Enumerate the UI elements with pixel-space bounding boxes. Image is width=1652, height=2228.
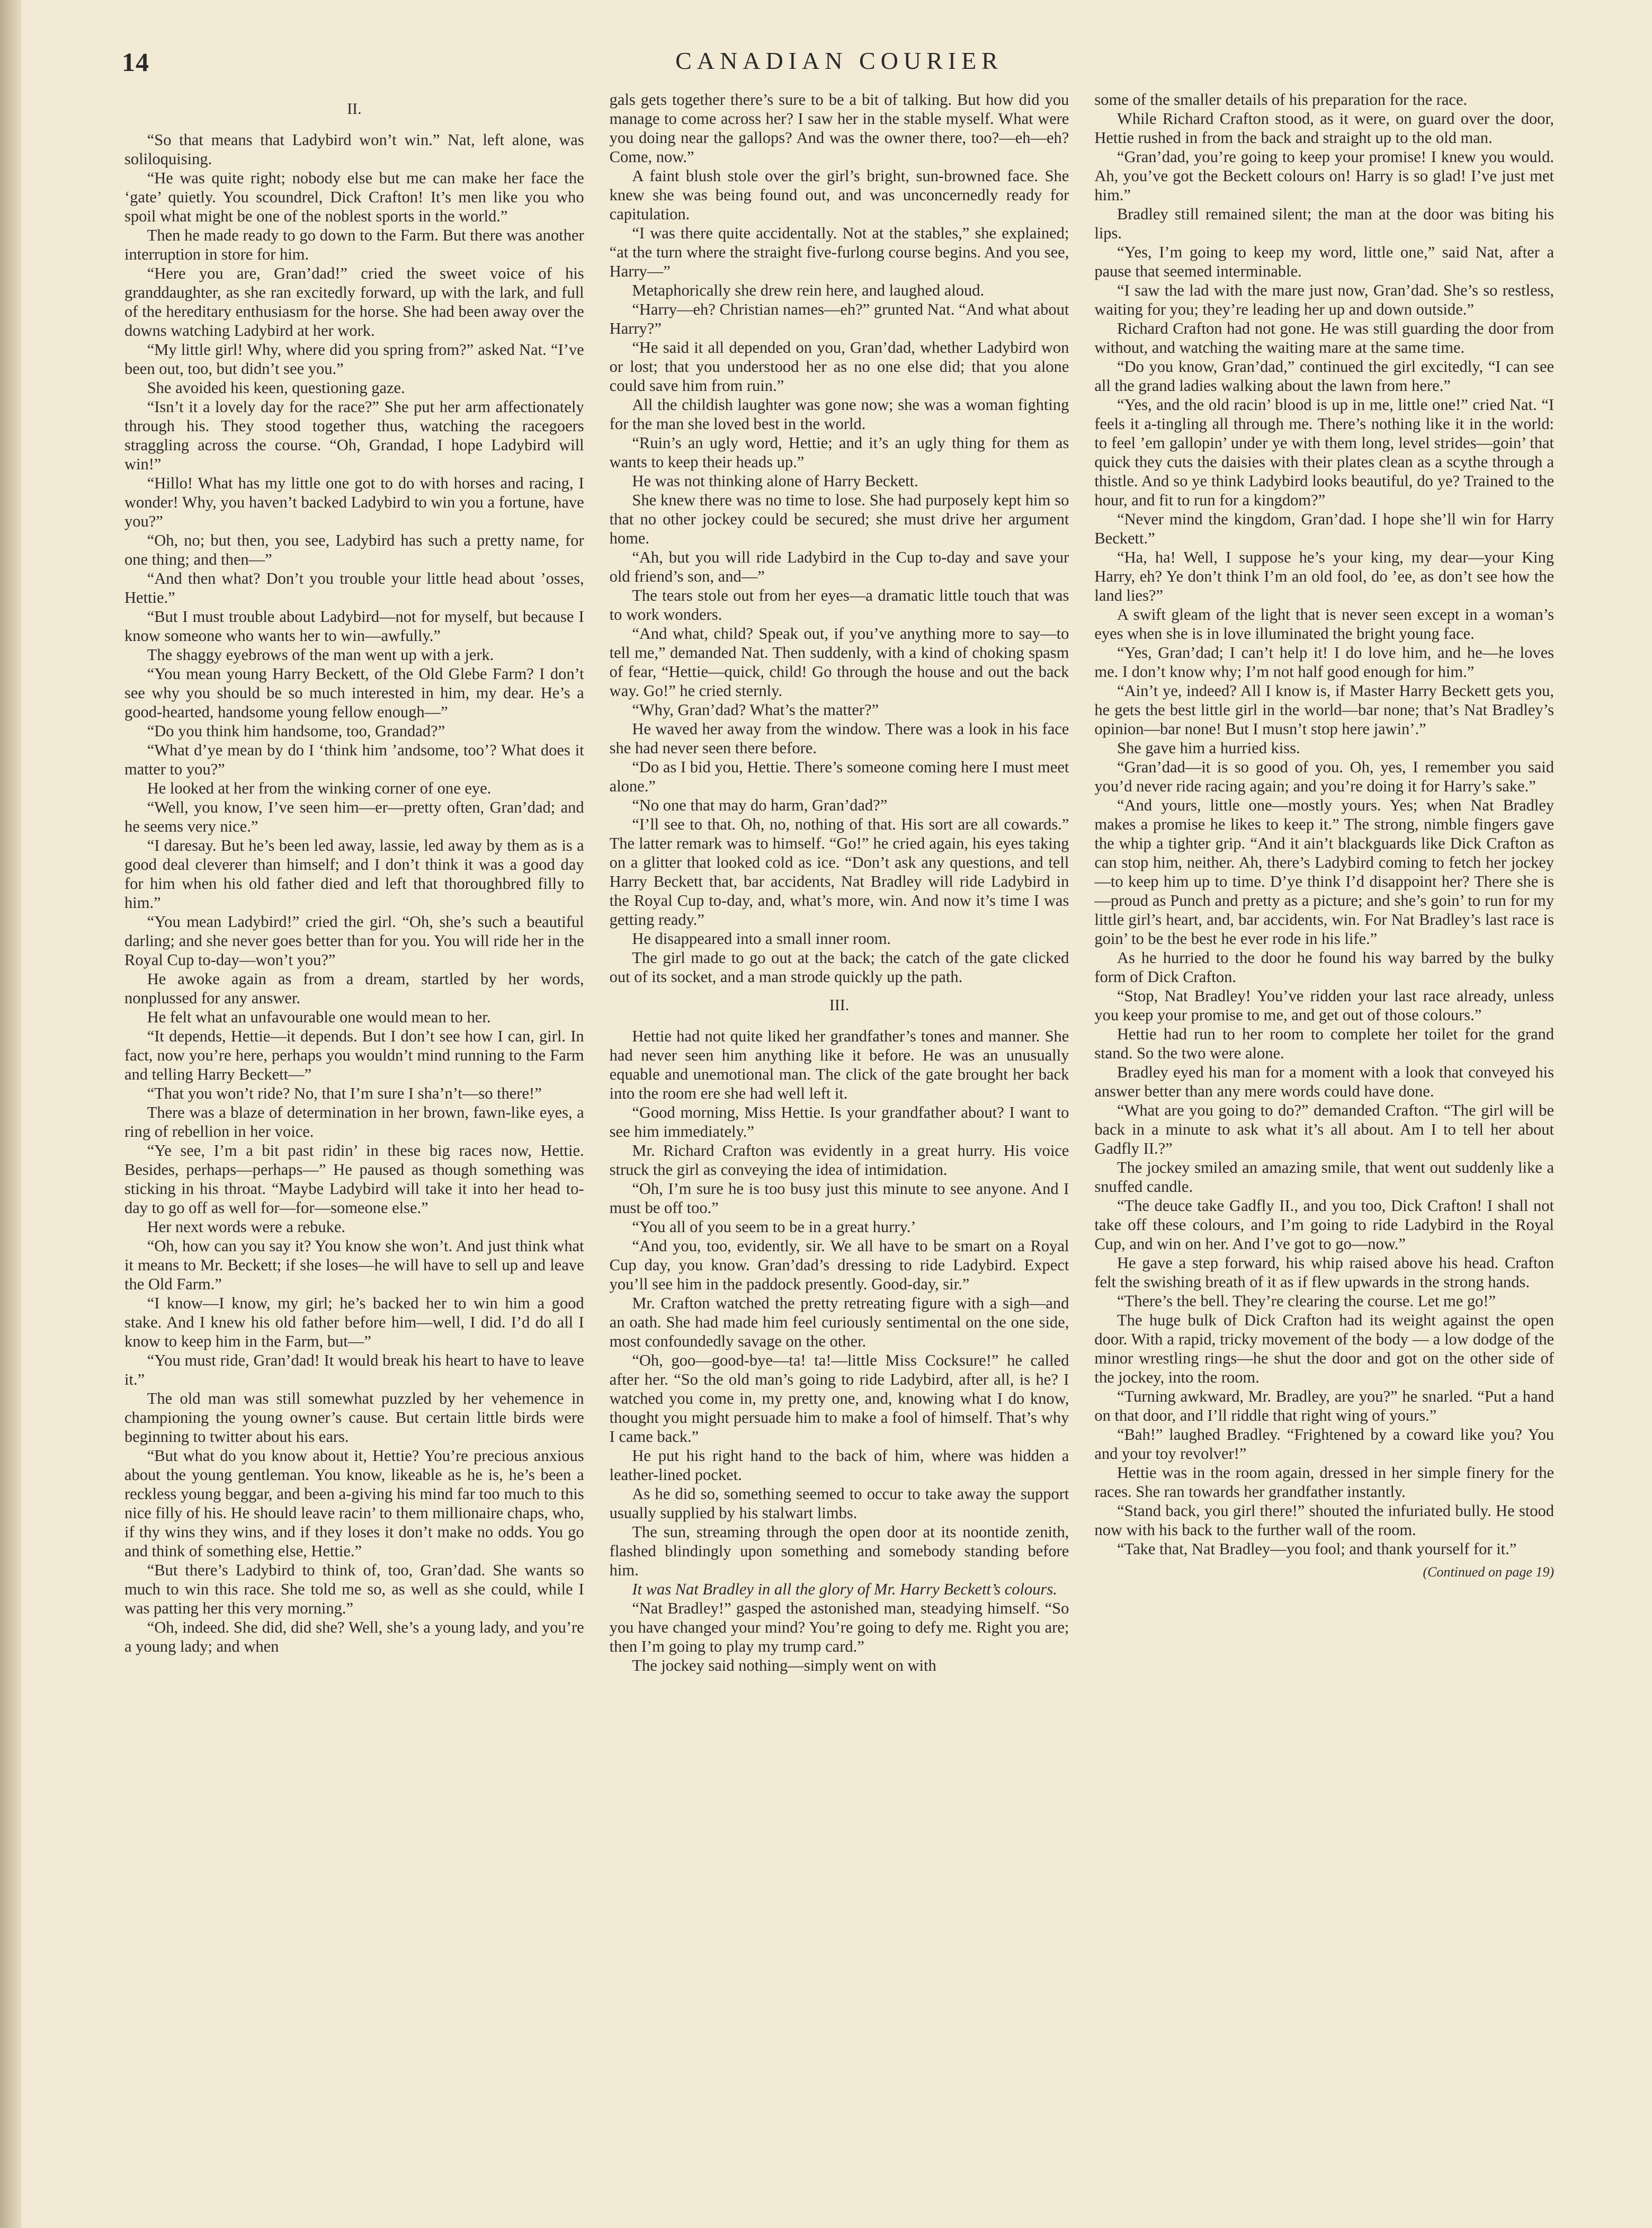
article-columns: [124, 90, 1554, 2164]
paragraph: “I was there quite accidentally. Not at the stables,” she explained; “at the turn where the straight five-furlong course begins. And you see, Harry—”: [609, 224, 1069, 280]
section-heading: II.: [347, 100, 362, 118]
paragraph: Her next words were a rebuke.: [147, 1218, 345, 1236]
paragraph: Hettie was in the room again, dressed in her simple finery for the races. She ran towards her grandfather instantly.: [1094, 1464, 1555, 1501]
paragraph: “That you won’t ride? No, that I’m sure I sha’n’t—so there!”: [147, 1084, 542, 1102]
paragraph: Hettie had run to her room to complete her toilet for the grand stand. So the two were alone.: [1094, 1025, 1555, 1062]
paragraph: Mr. Crafton watched the pretty retreating figure with a sigh—and an oath. She had made him feel curiously sentimental on the one side, most confoundedly savage on the other.: [609, 1294, 1069, 1350]
paragraph: “No one that may do harm, Gran’dad?”: [632, 796, 888, 814]
paragraph: She avoided his keen, questioning gaze.: [147, 379, 405, 397]
paragraph: “But I must trouble about Ladybird—not for myself, but because I know someone who wants her to win—awfully.”: [124, 608, 584, 645]
page-header: [122, 47, 1557, 78]
paragraph: A faint blush stole over the girl’s bright, sun-browned face. She knew she was being found out, and was unconcernedly ready for capitulation.: [609, 167, 1069, 223]
paragraph: “Ruin’s an ugly word, Hettie; and it’s an ugly thing for them as wants to keep their heads up.”: [609, 434, 1069, 471]
paragraph: The jockey said nothing—simply went on with: [632, 1656, 936, 1674]
paragraph: “Bah!” laughed Bradley. “Frightened by a coward like you? You and your toy revolver!”: [1094, 1425, 1555, 1463]
paragraph: “Never mind the kingdom, Gran’dad. I hope she’ll win for Harry Beckett.”: [1094, 510, 1555, 547]
paragraph: “I know—I know, my girl; he’s backed her to win him a good stake. And I knew his old father before him—well, I did. I’d do all I know to keep him in the Farm, but—”: [124, 1294, 584, 1350]
paragraph: “Gran’dad, you’re going to keep your promise! I knew you would. Ah, you’ve got the Beckett colours on! Harry is so glad! I’ve just met him.”: [1094, 148, 1555, 204]
paragraph: He gave a step forward, his whip raised above his head. Crafton felt the swishing breath of it as if flew upwards in the strong hands.: [1094, 1254, 1555, 1291]
paragraph: Hettie had not quite liked her grandfather’s tones and manner. She had never seen him anything like it before. He was an unusually equable and unemotional man. The click of the gate brought her back into the room ere she had well left it.: [609, 1027, 1069, 1102]
paragraph: “Why, Gran’dad? What’s the matter?”: [632, 701, 879, 719]
paragraph: “You mean Ladybird!” cried the girl. “Oh, she’s such a beautiful darling; and she never goes better than for you. You will ride her in the Royal Cup to-day—won’t you?”: [124, 913, 584, 969]
paragraph: He was not thinking alone of Harry Beckett.: [632, 472, 918, 490]
paragraph: “You all of you seem to be in a great hurry.’: [632, 1218, 916, 1236]
paragraph: “Gran’dad—it is so good of you. Oh, yes, I remember you said you’d never ride racing again; and you’re doing it for Harry’s sake.”: [1094, 758, 1555, 795]
paragraph: “Ha, ha! Well, I suppose he’s your king, my dear—your King Harry, eh? Ye don’t think I’m an old fool, do ’ee, as don’t see how the land lies?”: [1094, 548, 1555, 604]
paragraph: The jockey smiled an amazing smile, that went out suddenly like a snuffed candle.: [1094, 1158, 1555, 1196]
paragraph: He disappeared into a small inner room.: [632, 930, 891, 948]
paragraph: All the childish laughter was gone now; she was a woman fighting for the man she loved best in the world.: [609, 396, 1069, 433]
paragraph: “The deuce take Gadfly II., and you too, Dick Crafton! I shall not take off these colours, and I’m going to ride Ladybird in the Royal Cup, and win on her. And I’ve got to go—now.”: [1094, 1197, 1555, 1253]
paragraph: “I daresay. But he’s been led away, lassie, led away by them as is a good deal cleverer than himself; and I don’t think it was a good day for him when his old father died and left that thoroughbred filly to him.”: [124, 836, 584, 912]
paragraph: “I saw the lad with the mare just now, Gran’dad. She’s so restless, waiting for you; they’re leading her up and down outside.”: [1094, 281, 1555, 318]
paragraph: She knew there was no time to lose. She had purposely kept him so that no other jockey could be secured; she must drive her argument home.: [609, 491, 1069, 547]
paragraph: “But what do you know about it, Hettie? You’re precious anxious about the young gentleman. You know, likeable as he is, he’s been a reckless young beggar, and been a-giving his mind far too much to this nice filly of his. He should leave racin’ to them millionaire chaps, who, if thy wins they wins, and if they loses it don’t make no odds. You go and think of something else, Hettie.”: [124, 1447, 584, 1560]
paragraph: The shaggy eyebrows of the man went up with a jerk.: [147, 646, 494, 664]
paragraph: gals gets together there’s sure to be a bit of talking. But how did you manage to come across her? I saw her in the stable myself. What were you doing near the gallops? And was the owner there, too?—eh—eh? Come, now.”: [609, 91, 1069, 166]
paragraph: Bradley eyed his man for a moment with a look that conveyed his answer better than any mere words could have done.: [1094, 1063, 1555, 1100]
paragraph: The tears stole out from her eyes—a dramatic little touch that was to work wonders.: [609, 586, 1069, 623]
italic-paragraph: It was Nat Bradley in all the glory of Mr. Harry Beckett’s colours.: [632, 1580, 1057, 1598]
paragraph: “Do as I bid you, Hettie. There’s someone coming here I must meet alone.”: [609, 758, 1069, 795]
paragraph: Metaphorically she drew rein here, and laughed aloud.: [632, 281, 985, 299]
column-3: [1094, 90, 1554, 2164]
paragraph: “Hillo! What has my little one got to do with horses and racing, I wonder! Why, you haven’t backed Ladybird to win you a fortune, have you?”: [124, 474, 584, 530]
binding-gutter: [0, 0, 21, 2228]
paragraph: “Oh, indeed. She did, did she? Well, she’s a young lady, and you’re a young lady; and when: [124, 1618, 584, 1655]
paragraph: “And yours, little one—mostly yours. Yes; when Nat Bradley makes a promise he likes to keep it.” The strong, nimble fingers gave the whip a tighter grip. “And it ain’t blackguards like Dick Crafton as can stop him, neither. Ah, there’s Ladybird coming to fetch her jockey—to keep him up to time. D’ye think I’d disappoint her? There she is—proud as Punch and pretty as a picture; and she’s goin’ to run for my little girl’s heart, and, bar accidents, win. For Nat Bradley’s last race is goin’ to be the best he ever rode in his life.”: [1094, 796, 1555, 948]
paragraph: As he hurried to the door he found his way barred by the bulky form of Dick Crafton.: [1094, 949, 1555, 986]
paragraph: “You mean young Harry Beckett, of the Old Glebe Farm? I don’t see why you should be so much interested in him, my dear. He’s a good-hearted, handsome young fellow enough—”: [124, 665, 584, 721]
paragraph: “Ah, but you will ride Ladybird in the Cup to-day and save your old friend’s son, and—”: [609, 548, 1069, 585]
paragraph: “Well, you know, I’ve seen him—er—pretty often, Gran’dad; and he seems very nice.”: [124, 798, 584, 835]
paragraph: “Stop, Nat Bradley! You’ve ridden your last race already, unless you keep your promise to me, and get out of those colours.”: [1094, 987, 1555, 1024]
paragraph: “Oh, goo—good-bye—ta! ta!—little Miss Cocksure!” he called after her. “So the old man’s going to ride Ladybird, after all, is he? I watched you come in, my pretty one, and, knowing what I do know, thought you might persuade him to make a fool of himself. That’s why I came back.”: [609, 1351, 1069, 1446]
paragraph: “Isn’t it a lovely day for the race?” She put her arm affectionately through his. They stood together thus, watching the racegoers straggling across the course. “Oh, Grandad, I hope Ladybird will win!”: [124, 398, 584, 473]
paragraph: “And then what? Don’t you trouble your little head about ’osses, Hettie.”: [124, 569, 584, 607]
paragraph: The girl made to go out at the back; the catch of the gate clicked out of its socket, and a man strode quickly up the path.: [609, 949, 1069, 986]
paragraph: “Do you think him handsome, too, Grandad?”: [147, 722, 445, 740]
paragraph: “My little girl! Why, where did you spring from?” asked Nat. “I’ve been out, too, but didn’t see you.”: [124, 341, 584, 378]
continuation-note: (Continued on page 19): [1423, 1564, 1555, 1580]
paragraph: “Nat Bradley!” gasped the astonished man, steadying himself. “So you have changed your mind? You’re going to defy me. Right you are; then I’m going to play my trump card.”: [609, 1599, 1069, 1655]
paragraph: She gave him a hurried kiss.: [1117, 739, 1300, 757]
paragraph: “There’s the bell. They’re clearing the course. Let me go!”: [1117, 1292, 1496, 1310]
paragraph: He waved her away from the window. There was a look in his face she had never seen there before.: [609, 720, 1069, 757]
paragraph: “So that means that Ladybird won’t win.” Nat, left alone, was soliloquising.: [124, 131, 584, 168]
paragraph: “It depends, Hettie—it depends. But I don’t see how I can, girl. In fact, now you’re here, perhaps you wouldn’t mind running to the Farm and telling Harry Beckett—”: [124, 1027, 584, 1083]
paragraph: Then he made ready to go down to the Farm. But there was another interruption in store for him.: [124, 226, 584, 263]
page-number: 14: [122, 47, 149, 77]
paragraph: The old man was still somewhat puzzled by her vehemence in championing the young owner’s cause. But certain little birds were beginning to twitter about his ears.: [124, 1389, 584, 1446]
paragraph: While Richard Crafton stood, as it were, on guard over the door, Hettie rushed in from the back and straight up to the old man.: [1094, 110, 1555, 147]
paragraph: “Ye see, I’m a bit past ridin’ in these big races now, Hettie. Besides, perhaps—perhaps—” He paused as though something was sticking in his throat. “Maybe Ladybird will take it into her head to-day to go off as well for—for—someone else.”: [124, 1142, 584, 1217]
paragraph: Bradley still remained silent; the man at the door was biting his lips.: [1094, 205, 1555, 242]
paragraph: “Here you are, Gran’dad!” cried the sweet voice of his granddaughter, as she ran excitedly forward, up with the lark, and full of the hereditary enthusiasm for the horse. She had been away over the downs watching Ladybird at her work.: [124, 264, 584, 340]
paragraph: “Stand back, you girl there!” shouted the infuriated bully. He stood now with his back to the further wall of the room.: [1094, 1502, 1555, 1539]
paragraph: “And you, too, evidently, sir. We all have to be smart on a Royal Cup day, you know. Gran’dad’s dressing to ride Ladybird. Expect you’ll see him in the paddock presently. Good-day, sir.”: [609, 1237, 1069, 1293]
paragraph: “Yes, and the old racin’ blood is up in me, little one!” cried Nat. “I feels it a-tingling all through me. There’s nothing like it in the world: to feel ’em gallopin’ under ye with them long, level strides—goin’ that quick they cuts the daisies with their plates clean as a scythe through a thistle. And so ye think Ladybird looks beautiful, do ye? Trained to the hour, and fit to run for a kingdom?”: [1094, 396, 1555, 509]
paragraph: “Take that, Nat Bradley—you fool; and thank yourself for it.”: [1117, 1540, 1517, 1558]
paragraph: “Good morning, Miss Hettie. Is your grandfather about? I want to see him immediately.”: [609, 1103, 1069, 1140]
paragraph: “What d’ye mean by do I ‘think him ’andsome, too’? What does it matter to you?”: [124, 741, 584, 778]
paragraph: “Oh, I’m sure he is too busy just this minute to see anyone. And I must be off too.”: [609, 1180, 1069, 1217]
paragraph: He put his right hand to the back of him, where was hidden a leather-lined pocket.: [609, 1447, 1069, 1484]
column-2: [610, 90, 1069, 2164]
publication-title: CANADIAN COURIER: [675, 47, 1003, 74]
paragraph: He looked at her from the winking corner of one eye.: [147, 779, 492, 797]
paragraph: “Yes, I’m going to keep my word, little one,” said Nat, after a pause that seemed interminable.: [1094, 243, 1555, 280]
paragraph: “Oh, how can you say it? You know she won’t. And just think what it means to Mr. Beckett; if she loses—he will have to sell up and leave the Old Farm.”: [124, 1237, 584, 1293]
paragraph: “He said it all depended on you, Gran’dad, whether Ladybird won or lost; that you understood her as no one else did; that you alone could save him from ruin.”: [609, 338, 1069, 395]
paragraph: As he did so, something seemed to occur to take away the support usually supplied by his stalwart limbs.: [609, 1485, 1069, 1522]
paragraph: “And what, child? Speak out, if you’ve anything more to say—to tell me,” demanded Nat. Then suddenly, with a kind of choking spasm of fear, “Hettie—quick, child! Go through the house and out the back way. Go!” he cried sternly.: [609, 625, 1069, 700]
paragraph: “What are you going to do?” demanded Crafton. “The girl will be back in a minute to ask what it’s all about. Am I to tell her about Gadfly II.?”: [1094, 1101, 1555, 1157]
paragraph: He awoke again as from a dream, startled by her words, nonplussed for any answer.: [124, 970, 584, 1007]
paragraph: “Harry—eh? Christian names—eh?” grunted Nat. “And what about Harry?”: [609, 300, 1069, 337]
paragraph: “I’ll see to that. Oh, no, nothing of that. His sort are all cowards.” The latter remark was to himself. “Go!” he cried again, his eyes taking on a glitter that looked cold as ice. “Don’t ask any questions, and tell Harry Beckett that, bar accidents, Nat Bradley will ride Ladybird in the Royal Cup to-day, and, what’s more, win. And now it’s time I was getting ready.”: [609, 815, 1069, 929]
paragraph: He felt what an unfavourable one would mean to her.: [147, 1008, 491, 1026]
paragraph: Mr. Richard Crafton was evidently in a great hurry. His voice struck the girl as conveying the idea of intimidation.: [609, 1142, 1069, 1179]
paragraph: “But there’s Ladybird to think of, too, Gran’dad. She wants so much to win this race. She told me so, as well as she could, while I was patting her this very morning.”: [124, 1561, 584, 1617]
section-heading: III.: [829, 996, 850, 1014]
paragraph: “Oh, no; but then, you see, Ladybird has such a pretty name, for one thing; and then—”: [124, 531, 584, 568]
paragraph: “He was quite right; nobody else but me can make her face the ‘gate’ quietly. You scoundrel, Dick Crafton! It’s men like you who spoil what might be one of the noblest sports in the world.”: [124, 169, 584, 225]
paragraph: A swift gleam of the light that is never seen except in a woman’s eyes when she is in love illuminated the bright young face.: [1094, 605, 1555, 643]
paragraph: Richard Crafton had not gone. He was still guarding the door from without, and watching the waiting mare at the same time.: [1094, 319, 1555, 357]
paragraph: “Ain’t ye, indeed? All I know is, if Master Harry Beckett gets you, he gets the best little girl in the world—bar none; that’s Nat Bradley’s opinion—bar none! But I musn’t stop here jawin’.”: [1094, 682, 1555, 738]
paragraph: “Turning awkward, Mr. Bradley, are you?” he snarled. “Put a hand on that door, and I’ll riddle that right wing of yours.”: [1094, 1387, 1555, 1424]
paragraph: “Yes, Gran’dad; I can’t help it! I do love him, and he—he loves me. I don’t know why; I’m not half good enough for him.”: [1094, 644, 1555, 681]
paragraph: The huge bulk of Dick Crafton had its weight against the open door. With a rapid, tricky movement of the body — a low dodge of the minor wrestling rings—he shut the door and got on the other side of the jockey, into the room.: [1094, 1311, 1555, 1386]
paragraph: “Do you know, Gran’dad,” continued the girl excitedly, “I can see all the grand ladies walking about the lawn from here.”: [1094, 358, 1555, 395]
paragraph: “You must ride, Gran’dad! It would break his heart to have to leave it.”: [124, 1351, 584, 1388]
column-1: [124, 90, 584, 2164]
paragraph: some of the smaller details of his preparation for the race.: [1094, 91, 1468, 109]
paragraph: The sun, streaming through the open door at its noontide zenith, flashed blindingly upon something and somebody standing before him.: [609, 1523, 1069, 1579]
paragraph: There was a blaze of determination in her brown, fawn-like eyes, a ring of rebellion in her voice.: [124, 1103, 584, 1140]
